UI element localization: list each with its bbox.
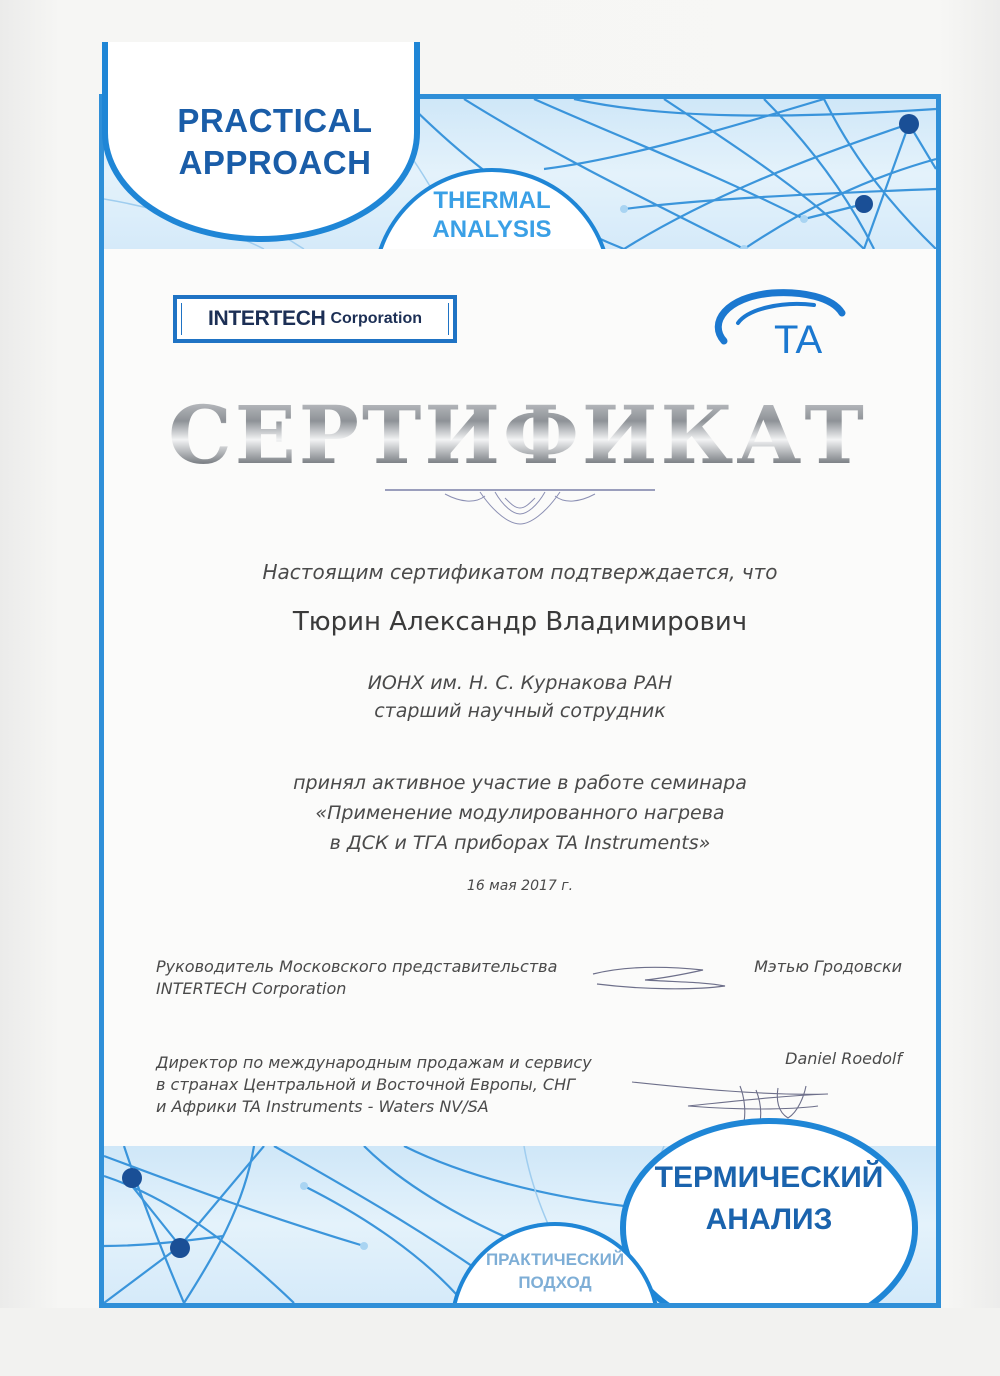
practical-approach-line2: APPROACH <box>178 144 372 181</box>
first-signatory-title-line1: Руководитель Московского представительства <box>156 957 558 976</box>
second-signatory-title-line1: Директор по международным продажам и сервису <box>156 1053 592 1072</box>
seminar-line-1: принял активное участие в работе семинара <box>293 772 747 794</box>
thermal-analysis-line1: THERMAL <box>433 187 551 214</box>
first-signatory-name: Мэтью Гродовски <box>754 957 902 976</box>
second-signatory-title-line3: и Африки TA Instruments - Waters NV/SA <box>156 1097 489 1116</box>
certificate-intro: Настоящим сертификатом подтверждается, что <box>262 560 778 584</box>
intertech-logo <box>173 295 457 343</box>
second-signatory-name: Daniel Roedolf <box>785 1049 902 1068</box>
title-ornament <box>385 484 655 534</box>
second-signature <box>628 1066 858 1126</box>
certificate-date: 16 мая 2017 г. <box>466 878 574 894</box>
thermal-analysis-ru-line1: ТЕРМИЧЕСКИЙ <box>654 1161 884 1194</box>
seminar-line-3: в ДСК и ТГА приборах TA Instruments» <box>329 832 711 854</box>
recipient-organization: ИОНХ им. Н. С. Курнакова РАН <box>367 672 673 694</box>
intertech-logo-name: INTERTECH <box>207 307 326 330</box>
intertech-logo-suffix: Corporation <box>330 310 422 327</box>
thermal-analysis-line2: ANALYSIS <box>432 216 552 243</box>
recipient-position: старший научный сотрудник <box>374 700 666 722</box>
first-signature <box>585 960 735 1000</box>
ta-logo-text: TA <box>774 318 823 362</box>
seminar-line-2: «Применение модулированного нагрева <box>315 802 725 824</box>
practical-approach-line1: PRACTICAL <box>177 102 373 139</box>
ta-instruments-logo <box>702 283 852 367</box>
thermal-analysis-ru-line2: АНАЛИЗ <box>705 1203 833 1236</box>
second-signatory-title-line2: в странах Центральной и Восточной Европы, СНГ <box>156 1075 576 1094</box>
bottom-margin <box>0 1308 1000 1376</box>
practical-approach-ru-line2: ПОДХОД <box>518 1273 592 1292</box>
certificate-title: СЕРТИФИКАТ <box>100 388 935 482</box>
first-signatory-title-line2: INTERTECH Corporation <box>156 979 347 998</box>
recipient-name: Тюрин Александр Владимирович <box>292 607 748 637</box>
practical-approach-ru-line1: ПРАКТИЧЕСКИЙ <box>485 1250 625 1269</box>
